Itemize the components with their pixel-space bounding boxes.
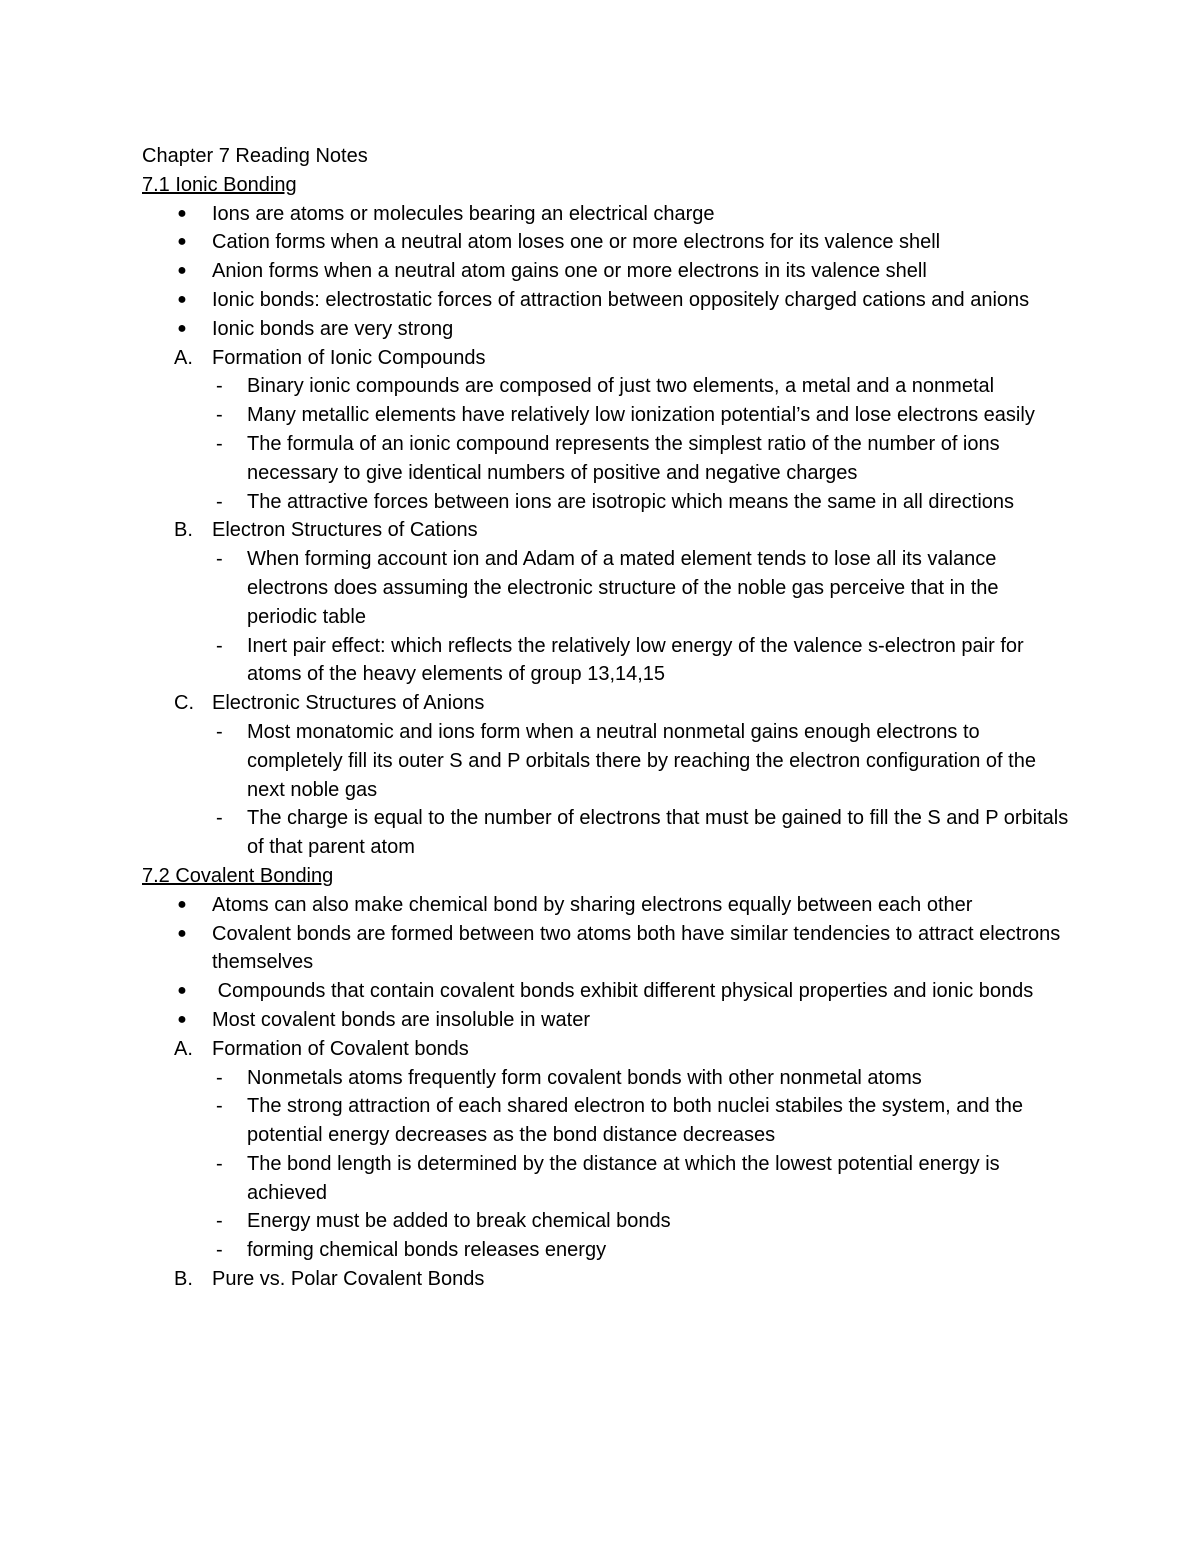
subsection-marker: A.	[174, 346, 193, 369]
subsection-marker: A.	[174, 1037, 193, 1060]
subsection-marker: B.	[174, 519, 193, 542]
dash-icon: -	[216, 720, 223, 743]
dash-list	[212, 718, 1072, 862]
bullet-list	[142, 891, 1072, 1035]
dash-item: - The strong attraction of each shared electron to both nuclei stabiles the system, and the potential energy decreases as the bond distance decreases	[212, 1092, 1072, 1150]
dash-icon: -	[216, 807, 223, 830]
bullet-item: ● Ionic bonds are very strong	[142, 315, 1072, 344]
dash-icon: -	[216, 1239, 223, 1262]
subsection-title: Formation of Ionic Compounds	[212, 346, 486, 369]
bullet-icon: ●	[177, 924, 187, 942]
bullet-item: ● Most covalent bonds are insoluble in water	[142, 1006, 1072, 1035]
dash-item: - Most monatomic and ions form when a neutral nonmetal gains enough electrons to completely fill its outer S and P orbitals there by reaching the electron configuration of the next noble gas	[212, 718, 1072, 804]
bullet-item: ● Ionic bonds: electrostatic forces of attraction between oppositely charged cations and anions	[142, 286, 1072, 315]
dash-item: - The formula of an ionic compound represents the simplest ratio of the number of ions necessary to give identical numbers of positive and negative charges	[212, 430, 1072, 488]
subsection-list	[142, 344, 1072, 862]
subsection-list	[142, 1035, 1072, 1294]
dash-icon: -	[216, 375, 223, 398]
bullet-item: ● Anion forms when a neutral atom gains one or more electrons in its valence shell	[142, 257, 1072, 286]
bullet-list	[142, 200, 1072, 344]
dash-item: - Nonmetals atoms frequently form covalent bonds with other nonmetal atoms	[212, 1064, 1072, 1093]
dash-icon: -	[216, 432, 223, 455]
dash-item: - The charge is equal to the number of electrons that must be gained to fill the S and P orbitals of that parent atom	[212, 804, 1072, 862]
bullet-item: ● Covalent bonds are formed between two atoms both have similar tendencies to attract electrons themselves	[142, 920, 1072, 978]
dash-icon: -	[216, 1095, 223, 1118]
bullet-icon: ●	[177, 319, 187, 337]
dash-icon: -	[216, 1152, 223, 1175]
dash-item: - forming chemical bonds releases energy	[212, 1236, 1072, 1265]
dash-item: - When forming account ion and Adam of a mated element tends to lose all its valance electrons does assuming the electronic structure of the noble gas perceive that in the periodic table	[212, 545, 1072, 631]
subsection-marker: B.	[174, 1268, 193, 1291]
dash-item: - Binary ionic compounds are composed of just two elements, a metal and a nonmetal	[212, 372, 1072, 401]
bullet-item: ● Compounds that contain covalent bonds exhibit different physical properties and ionic bonds	[142, 977, 1072, 1006]
subsection-title: Pure vs. Polar Covalent Bonds	[212, 1268, 485, 1291]
subsection-electronic-structures-of-anions	[142, 689, 1072, 862]
dash-item: - The attractive forces between ions are isotropic which means the same in all directions	[212, 488, 1072, 517]
subsection-pure-vs-polar-covalent-bonds	[142, 1265, 1072, 1294]
bullet-icon: ●	[177, 290, 187, 308]
dash-list	[212, 372, 1072, 516]
bullet-icon: ●	[177, 982, 187, 1000]
section-heading: 7.2 Covalent Bonding	[142, 864, 334, 887]
section-covalent-bonding	[142, 862, 1072, 1294]
page-title: Chapter 7 Reading Notes	[142, 145, 368, 167]
bullet-icon: ●	[177, 1010, 187, 1028]
bullet-item: ● Cation forms when a neutral atom loses one or more electrons for its valence shell	[142, 228, 1072, 257]
dash-item: - Inert pair effect: which reflects the relatively low energy of the valence s-electron pair for atoms of the heavy elements of group 13,14,15	[212, 632, 1072, 690]
section-heading: 7.1 Ionic Bonding	[142, 173, 297, 196]
bullet-item: ● Ions are atoms or molecules bearing an electrical charge	[142, 200, 1072, 229]
dash-item: - Many metallic elements have relatively low ionization potential’s and lose electrons easily	[212, 401, 1072, 430]
subsection-electron-structures-of-cations	[142, 516, 1072, 689]
page-content	[142, 142, 1072, 1294]
subsection-formation-of-covalent-bonds	[142, 1035, 1072, 1265]
bullet-icon: ●	[177, 204, 187, 222]
section-ionic-bonding	[142, 171, 1072, 862]
bullet-icon: ●	[177, 262, 187, 280]
subsection-formation-of-ionic-compounds	[142, 344, 1072, 517]
bullet-item: ● Atoms can also make chemical bond by sharing electrons equally between each other	[142, 891, 1072, 920]
dash-list	[212, 1064, 1072, 1266]
bullet-icon: ●	[177, 895, 187, 913]
dash-icon: -	[216, 1210, 223, 1233]
dash-icon: -	[216, 1066, 223, 1089]
bullet-icon: ●	[177, 233, 187, 251]
dash-icon: -	[216, 548, 223, 571]
subsection-title: Electron Structures of Cations	[212, 519, 478, 542]
dash-icon: -	[216, 490, 223, 513]
dash-icon: -	[216, 634, 223, 657]
subsection-title: Electronic Structures of Anions	[212, 692, 485, 715]
subsection-title: Formation of Covalent bonds	[212, 1037, 469, 1060]
dash-item: - The bond length is determined by the distance at which the lowest potential energy is achieved	[212, 1150, 1072, 1208]
dash-icon: -	[216, 404, 223, 427]
dash-item: - Energy must be added to break chemical bonds	[212, 1207, 1072, 1236]
dash-list	[212, 545, 1072, 689]
subsection-marker: C.	[174, 692, 194, 715]
